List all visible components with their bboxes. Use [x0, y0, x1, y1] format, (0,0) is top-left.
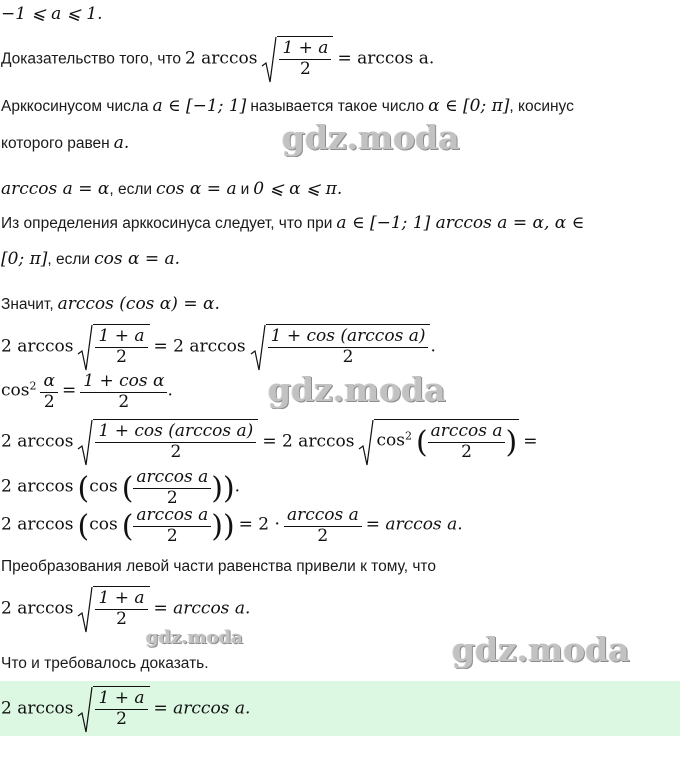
- conclusion-post: = arccos a.: [153, 598, 251, 619]
- fraction-numerator: 1 + a: [279, 39, 331, 60]
- step-2-line: [1, 419, 537, 467]
- qed-text: Что и требовалось доказать.: [1, 655, 209, 672]
- step-4-mid: = 2 ·: [238, 514, 280, 535]
- fraction-denominator: 2: [43, 391, 55, 412]
- sqrt-radical: [77, 324, 149, 372]
- deduction-line-2: [1, 249, 180, 269]
- sqrt-radical: $\cos^2$ ( $\frac{\text{arccos a}}{2}$ ): [358, 419, 519, 467]
- fraction-denominator: 2: [342, 346, 354, 367]
- definition-math-a: a ∈ [−1; 1]: [152, 96, 247, 116]
- step-1-post: .: [430, 336, 436, 357]
- fraction-denominator: 2: [118, 391, 130, 412]
- therefore-line: [1, 294, 220, 314]
- cos-label: cos: [89, 476, 118, 497]
- sqrt-radical: [77, 686, 149, 734]
- step-1-pre: 2 arccos: [1, 336, 74, 357]
- step-1-line: [1, 324, 436, 372]
- fraction-denominator: 2: [170, 441, 182, 462]
- fraction-denominator: 2: [166, 525, 178, 546]
- equals-sign: =: [61, 380, 77, 401]
- fraction-denominator: 2: [461, 441, 472, 462]
- step-4-pre: 2 arccos: [1, 514, 74, 535]
- sqrt-radical: [77, 419, 258, 467]
- definition-line-1: [1, 96, 574, 116]
- fraction-numerator: 1 + cos α: [80, 372, 167, 393]
- cos-label: cos: [376, 430, 405, 451]
- step-2-pre: 2 arccos: [1, 431, 74, 452]
- answer-pre: 2 arccos: [1, 698, 74, 719]
- step-2-mid: = 2 arccos: [262, 431, 355, 452]
- step-4-line: 2 arccos (cos ( $\frac{\text{arccos a}}{2}$ )) = 2 · $\frac{\text{arccos a}}{2}$ = arccos a.: [1, 505, 463, 546]
- fraction-numerator: 1 + a: [95, 327, 147, 348]
- deduction-text: Из определения арккосинуса следует, что при: [1, 215, 333, 232]
- if-text-2: , если: [47, 251, 91, 268]
- condition-line: [1, 4, 103, 24]
- therefore-math: arccos (cos α) = α.: [57, 294, 220, 314]
- therefore-text: Значит,: [1, 296, 54, 313]
- statement-math-post: = arccos a.: [337, 48, 435, 69]
- watermark: gdz.moda: [282, 118, 460, 157]
- definition-text-b: называется такое число: [250, 98, 425, 115]
- if-text: , если: [109, 181, 153, 198]
- power-label: 2: [404, 429, 412, 443]
- half-angle-line: [1, 372, 173, 412]
- watermark: gdz.moda: [146, 627, 243, 648]
- deduction-line-1: [1, 213, 584, 233]
- condition-math: −1 ⩽ a ⩽ 1.: [1, 4, 103, 24]
- fraction-denominator: 2: [166, 487, 178, 508]
- qed-line: [1, 655, 209, 673]
- fraction-numerator: arccos a: [133, 506, 211, 527]
- fraction-denominator: 2: [116, 346, 127, 367]
- deduction-math: a ∈ [−1; 1] arccos a = α, α ∈: [336, 213, 585, 233]
- fraction: [279, 39, 331, 79]
- definition-line-2: [1, 133, 129, 153]
- fraction-numerator: 1 + cos (arccos a): [95, 422, 256, 443]
- fraction-denominator: 2: [300, 58, 311, 79]
- step-3-pre: 2 arccos: [1, 476, 74, 497]
- fraction-numerator: 1 + a: [95, 689, 147, 710]
- cos-label: cos: [1, 380, 30, 401]
- statement-text: Доказательство того, что: [1, 50, 181, 68]
- conclusion-text-line: [1, 558, 436, 576]
- fraction-denominator: 2: [317, 525, 329, 546]
- statement-math-pre: 2 arccos: [184, 48, 258, 69]
- alpha-range: 0 ⩽ α ⩽ π.: [253, 179, 343, 199]
- definition-text-c: , косинус: [509, 98, 574, 115]
- arccos-equation: arccos a = α: [1, 179, 110, 199]
- fraction-denominator: 2: [116, 608, 127, 629]
- sqrt-radical: [250, 324, 431, 372]
- fraction-numerator: arccos a: [133, 468, 211, 489]
- fraction-numerator: arccos a: [428, 422, 506, 443]
- sqrt-radical: [261, 36, 333, 84]
- arccos-definition-line: [1, 179, 342, 199]
- definition-text-d: которого равен: [1, 135, 110, 152]
- cos-label: cos: [89, 514, 118, 535]
- interval-math: [0; π]: [1, 249, 48, 269]
- conclusion-pre: 2 arccos: [1, 598, 74, 619]
- sqrt-radical: [77, 586, 149, 634]
- half-angle-post: .: [167, 380, 173, 401]
- answer-line: [1, 686, 250, 734]
- step-4-post: = arccos a.: [365, 514, 463, 535]
- cos-equation: cos α = a: [156, 179, 237, 199]
- answer-post: = arccos a.: [153, 698, 251, 719]
- fraction-numerator: arccos a: [284, 506, 362, 527]
- definition-math-c: a.: [113, 133, 130, 153]
- step-3-post: .: [234, 476, 241, 497]
- fraction-numerator: 1 + a: [95, 589, 147, 610]
- step-1-mid: = 2 arccos: [153, 336, 246, 357]
- step-2-post: =: [523, 431, 538, 452]
- watermark: gdz.moda: [268, 370, 446, 409]
- definition-text-a: Арккосинусом числа: [1, 98, 149, 115]
- and-text: и: [240, 181, 250, 198]
- definition-math-b: α ∈ [0; π]: [428, 96, 510, 116]
- fraction-numerator: α: [40, 372, 57, 393]
- fraction-denominator: 2: [116, 708, 127, 729]
- watermark: gdz.moda: [452, 630, 630, 669]
- step-3-line: 2 arccos (cos ( $\frac{\text{arccos a}}{2}$ )).: [1, 467, 241, 508]
- statement-line: [1, 36, 434, 84]
- conclusion-text: Преобразования левой части равенства привели к тому, что: [1, 558, 436, 575]
- fraction-numerator: 1 + cos (arccos a): [268, 327, 429, 348]
- power-label: 2: [29, 379, 37, 393]
- cos-equation-2: cos α = a.: [94, 249, 181, 269]
